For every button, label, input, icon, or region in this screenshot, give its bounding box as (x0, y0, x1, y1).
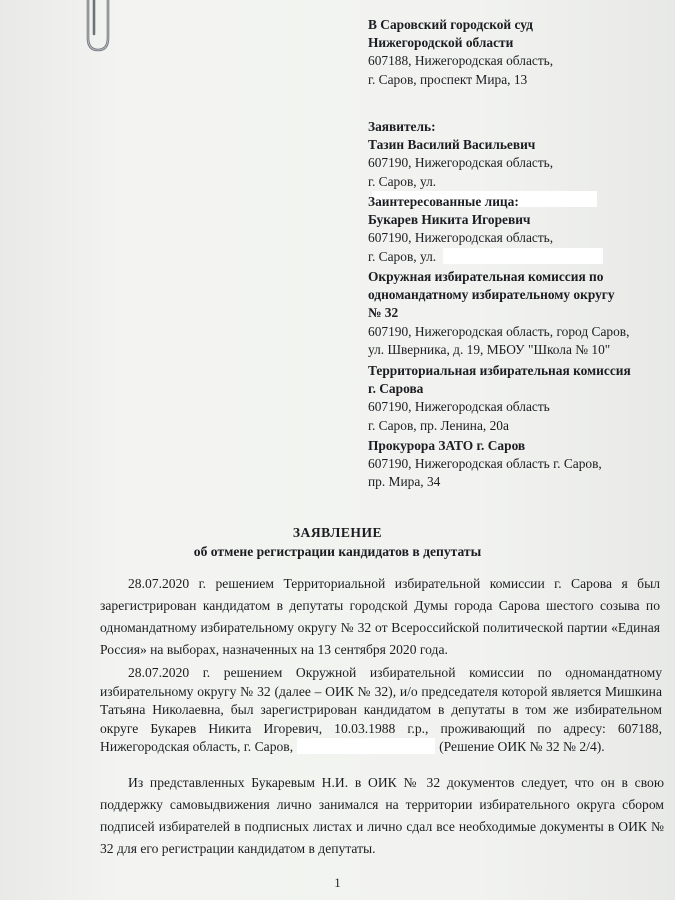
territorial-commission-line1: Территориальная избирательная комиссия (368, 363, 631, 378)
applicant-street: г. Саров, ул. (368, 173, 437, 189)
territorial-commission-address-line1: 607190, Нижегородская область (368, 399, 550, 415)
territorial-commission-address-line2: г. Саров, пр. Ленина, 20а (368, 417, 509, 433)
paragraph-line (100, 738, 662, 757)
paragraph-line: избирательному округу № 32 (далее – ОИК № 32), и/о председателя которой является Мишкина (100, 683, 662, 699)
paragraph-3 (100, 772, 664, 860)
district-commission-line3: № 32 (368, 305, 399, 321)
interested-address-line2 (368, 248, 653, 266)
prosecutor-name: Прокурора ЗАТО г. Саров (368, 438, 526, 453)
paragraph-line: Татьяна Николаевна, был зарегистрирован кандидатом в депутаты в том же избирательном (100, 702, 662, 718)
applicant-name: Тазин Василий Васильевич (368, 137, 536, 153)
paragraph-line-end: (Решение ОИК № 32 № 2/4). (439, 739, 605, 755)
paragraph-line-start: Нижегородская область, г. Саров, (100, 739, 294, 755)
prosecutor-block (368, 437, 653, 492)
paragraph-line: поддержку самовыдвижения лично занимался на территории избирательного округа сбором (100, 797, 664, 812)
interested-name: Букарев Никита Игоревич (368, 212, 531, 228)
court-address-line2: г. Саров, проспект Мира, 13 (368, 71, 528, 87)
interested-address-line1: 607190, Нижегородская область, (368, 230, 554, 246)
court-name: В Саровский городской суд (368, 17, 533, 32)
document-subtitle: об отмене регистрации кандидатов в депутаты (193, 544, 482, 559)
district-commission-address-line1: 607190, Нижегородская область, город Саров, (368, 323, 630, 339)
prosecutor-address-line2: пр. Мира, 34 (368, 474, 441, 490)
redacted-address (297, 738, 435, 754)
district-commission-line1: Окружная избирательная комиссия по (368, 269, 604, 284)
paragraph-line: подписей избирателей в подписных листах и лично сдал все необходимые документы в ОИК № (100, 819, 664, 834)
paragraph-1 (100, 573, 660, 661)
redacted-address (443, 248, 603, 264)
applicant-address-line1: 607190, Нижегородская область, (368, 155, 554, 171)
paragraph-line: 32 для его регистрации кандидатом в депутаты. (100, 841, 376, 856)
page-number: 1 (334, 876, 341, 890)
paragraph-line: 28.07.2020 г. решением Окружной избирательной комиссии по одномандатному (128, 665, 662, 680)
paragraph-line: зарегистрирован кандидатом в депутаты городской Думы города Сарова шестого созыва по (100, 598, 660, 613)
paragraph-line: округе Букарев Никита Игоревич, 10.03.1988 г.р., проживающий по адресу: 607188, (100, 720, 662, 736)
paragraph-line: Из представленных Букаревым Н.И. в ОИК № 32 документов следует, что он в свою (128, 775, 664, 790)
paragraph-line: 28.07.2020 г. решением Территориальной избирательной комиссии г. Сарова я был (128, 576, 660, 591)
district-commission-address-line2: ул. Шверника, д. 19, МБОУ "Школа № 10" (368, 341, 611, 357)
addressee-court (368, 16, 653, 89)
territorial-commission-block (368, 362, 653, 435)
territorial-commission-line2: г. Сарова (368, 381, 424, 397)
paragraph-line: Россия» на выборах, назначенных на 13 сентября 2020 года. (100, 642, 448, 657)
paperclip-icon (74, 0, 116, 56)
court-address-line1: 607188, Нижегородская область, (368, 53, 554, 69)
document-title: ЗАЯВЛЕНИЕ (292, 525, 383, 540)
interested-parties-block (368, 193, 653, 266)
court-region: Нижегородской области (368, 35, 514, 51)
paragraph-2 (100, 664, 662, 757)
district-commission-block (368, 268, 653, 359)
prosecutor-address-line1: 607190, Нижегородская область г. Саров, (368, 456, 602, 472)
paragraph-line: одномандатному избирательному округу № 32 от Всероссийской политической партии «Единая (100, 620, 660, 635)
applicant-label: Заявитель: (368, 119, 436, 134)
interested-street: г. Саров, ул. (368, 248, 437, 264)
interested-label: Заинтересованные лица: (368, 194, 519, 209)
district-commission-line2: одномандатному избирательному округу (368, 287, 615, 303)
